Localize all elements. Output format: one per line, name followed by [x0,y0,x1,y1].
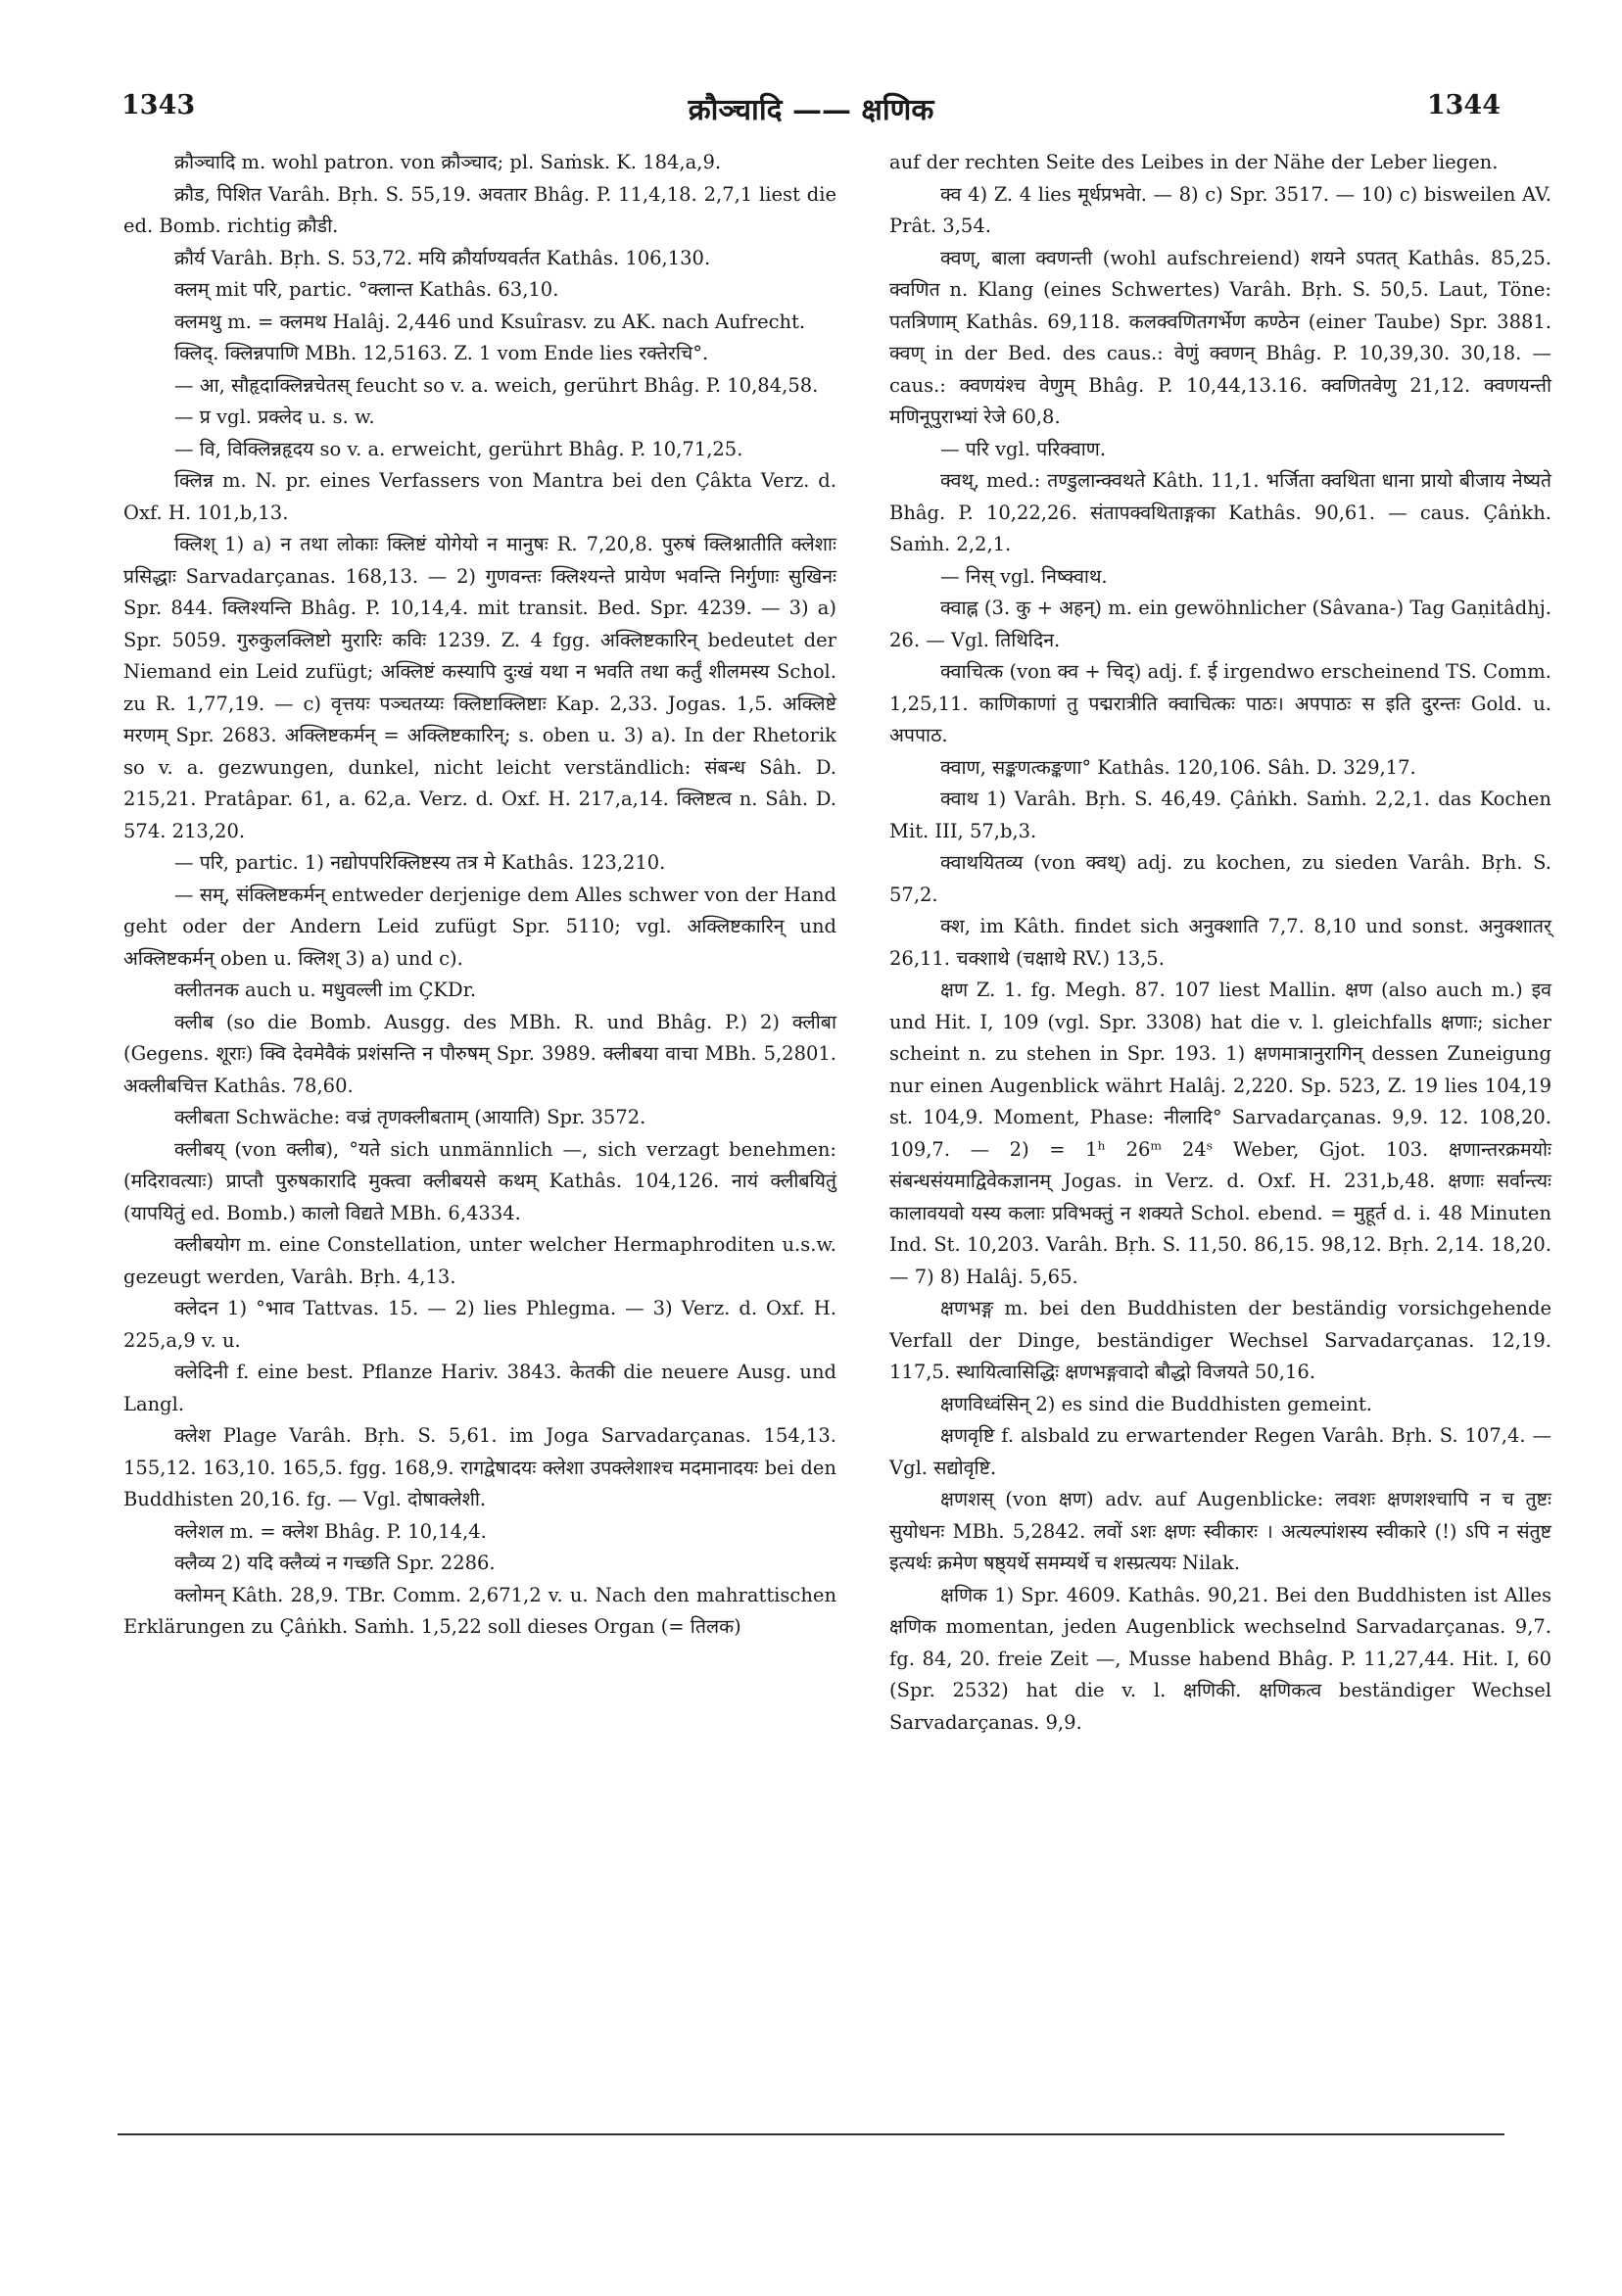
entry: क्लीब (so die Bomb. Ausgg. des MBh. R. und Bhâg. P.) 2) क्लीबा (Gegens. शूराः) क्वि देवमेवैकं प्रशंसन्ति न पौरुषम् Spr. 3989. क्लीबया वाचा MBh. 5,2801. अक्लीबचित्त Kathâs. 78,60. [123,1010,836,1097]
entry: क्श, im Kâth. findet sich अनुक्शाति 7,7. 8,10 und sonst. अनुक्शातर् 26,11. चक्शाथे (चक्षाथे RV.) 13,5. [889,915,1551,970]
running-title: क्रौञ्चादि —— क्षणिक [688,93,934,127]
entry: क्लेदन 1) °भाव Tattvas. 15. — 2) lies Phlegma. — 3) Verz. d. Oxf. H. 225,a,9 v. u. [123,1297,836,1352]
right-column [889,147,1551,1739]
entry: क्लिन्न m. N. pr. eines Verfassers von Mantra bei den Çâkta Verz. d. Oxf. H. 101,b,13. [123,469,836,524]
entry: — वि, विक्लिन्नहृदय so v. a. erweicht, gerührt Bhâg. P. 10,71,25. [174,437,743,460]
entry: क्लमथु m. = क्लमथ Halâj. 2,446 und Ksuîrasv. zu AK. nach Aufrecht. [174,310,806,333]
entry: — निस् vgl. निष्क्वाथ. [940,564,1108,588]
entry: क्षणशस् (von क्षण) adv. auf Augenblicke: लवशः क्षणशश्चापि न च तुष्टः सुयोधनः MBh. 5,2842. लवों ऽशः क्षणः स्वीकारः । अत्यल्पांशस्य स्वीकारे (!) ऽपि न संतुष्ट इत्यर्थः क्रमेण षष्ठ्यर्थे समम्यर्थे च शस्प्रत्ययः Nilak. [889,1488,1551,1574]
entry: क्रौञ्चादि m. wohl patron. von क्रौञ्चाद; pl. Saṁsk. K. 184,a,9. [174,151,722,173]
entry: क्रौड, पिशित Varâh. Bṛh. S. 55,19. अवतार Bhâg. P. 11,4,18. 2,7,1 liest die ed. Bomb. richtig क्रौडी. [123,182,836,237]
entry: क्लोमन् Kâth. 28,9. TBr. Comm. 2,671,2 v. u. Nach den mahrattischen Erklärungen zu Çâṅkh. Saṁh. 1,5,22 soll dieses Organ (= तिलक) [123,1583,836,1638]
entry: क्वाथयितव्य (von क्वथ्) adj. zu kochen, zu sieden Varâh. Bṛh. S. 57,2. [889,851,1551,906]
page-number-right: 1344 [1426,90,1501,120]
entry: क्लम् mit परि, partic. °क्लान्त Kathâs. 63,10. [174,278,559,301]
entry: क्वथ्, med.: तण्डुलान्क्वथते Kâth. 11,1. भर्जिता क्वथिता धाना प्रायो बीजाय नेष्यते Bhâg. P. 10,22,26. संतापक्वथिताङ्गका Kathâs. 90,61. — caus. Çâṅkh. Saṁh. 2,2,1. [889,469,1551,555]
entry: क्षणिक 1) Spr. 4609. Kathâs. 90,21. Bei den Buddhisten ist Alles क्षणिक momentan, jeden Augenblick wechselnd Sarvadarçanas. 9,7. fg. 84, 20. freie Zeit —, Musse habend Bhâg. P. 11,27,44. Hit. I, 60 (Spr. 2532) hat die v. l. क्षणिकी. क्षणिकत्व beständiger Wechsel Sarvadarçanas. 9,9. [889,1583,1551,1734]
entry: क्लीबय् (von क्लीब), °यते sich unmännlich —, sich verzagt benehmen: (मदिरावत्याः) प्राप्तौ पुरुषकारादि मुक्त्वा क्लीबयसे कथम् Kathâs. 104,126. नायं क्लीबयितुं (यापयितुं ed. Bomb.) कालो विद्यते MBh. 6,4334. [123,1137,836,1224]
entry: क्वाह्न (3. कु + अहन्) m. ein gewöhnlicher (Sâvana-) Tag Gaṇitâdhj. 26. — Vgl. तिथिदिन. [889,597,1551,651]
entry: क्लिश् 1) a) न तथा लोकाः क्लिष्टं योगेयो न मानुषः R. 7,20,8. पुरुषं क्लिश्नातीति क्लेशाः प्रसिद्धाः Sarvadarçanas. 168,13. — 2) गुणवन्तः क्लिश्यन्ते प्रायेण भवन्ति निर्गुणाः सुखिनः Spr. 844. क्लिश्यन्ति Bhâg. P. 10,14,4. mit transit. Bed. Spr. 4239. — 3) a) Spr. 5059. गुरुकुलक्लिष्टो मुरारिः कविः 1239. Z. 4 fgg. अक्लिष्टकारिन् bedeutet der Niemand ein Leid zufügt; अक्लिष्टं कस्यापि दुःखं यथा न भवति तथा कर्तुं शीलमस्य Schol. zu R. 1,77,19. — c) वृत्तयः पञ्चतय्यः क्लिष्टाक्लिष्टाः Kap. 2,33. Jogas. 1,5. अक्लिष्टे मरणम् Spr. 2683. अक्लिष्टकर्मन् = अक्लिष्टकारिन्; s. oben u. 3) a). In der Rhetorik so v. a. gezwungen, dunkel, nicht leicht verständlich: संबन्ध Sâh. D. 215,21. Pratâpar. 61, a. 62,a. Verz. d. Oxf. H. 217,a,14. क्लिष्टत्व n. Sâh. D. 574. 213,20. [123,533,836,842]
entry: क्लेशल m. = क्लेश Bhâg. P. 10,14,4. [174,1519,487,1543]
entry: क्वाथ 1) Varâh. Bṛh. S. 46,49. Çâṅkh. Saṁh. 2,2,1. das Kochen Mit. III, 57,b,3. [889,788,1551,842]
entry: क्रौर्य Varâh. Bṛh. S. 53,72. मयि क्रौर्याण्यवर्तत Kathâs. 106,130. [174,246,711,269]
entry: क्षणविध्वंसिन् 2) es sind die Buddhisten gemeint. [940,1392,1372,1415]
entry: क्लेदिनी f. eine best. Pflanze Hariv. 3843. केतकी die neuere Ausg. und Langl. [123,1361,836,1415]
entry: — प्र vgl. प्रक्लेद u. s. w. [174,406,375,428]
entry: — आ, सौहृदाक्लिन्नचेतस् feucht so v. a. weich, gerührt Bhâg. P. 10,84,58. [174,373,819,397]
entry: क्लैव्य 2) यदि क्लैव्यं न गच्छति Spr. 2286. [174,1552,496,1574]
entry: क्व 4) Z. 4 lies मूर्धप्रभवेा. — 8) c) Spr. 3517. — 10) c) bisweilen AV. Prât. 3,54. [889,182,1551,237]
entry: — सम्, संक्लिष्टकर्मन् entweder derjenige dem Alles schwer von der Hand geht oder der Andern Leid zufügt Spr. 5110; vgl. अक्लिष्टकारिन् und अक्लिष्टकर्मन् oben u. क्लिश् 3) a) und c). [123,883,836,970]
entry-continuation: auf der rechten Seite des Leibes in der Nähe der Leber liegen. [889,151,1499,173]
entry: क्षणभङ्ग m. bei den Buddhisten der beständig vorsichgehende Verfall der Dinge, beständiger Wechsel Sarvadarçanas. 12,19. 117,5. स्थायित्वासिद्धिः क्षणभङ्गवादो बौद्धो विजयते 50,16. [889,1297,1551,1383]
page-number-left: 1343 [121,90,196,120]
entry: क्वाचित्क (von क्व + चिद्) adj. f. ई irgendwo erscheinend TS. Comm. 1,25,11. काणिकाणां तु पद्मरात्रीति क्वाचित्कः पाठः। अपपाठः स इति दुरन्तः Gold. u. अपपाठ. [889,660,1551,746]
entry: क्वाण, सङ्कणत्कङ्कणा° Kathâs. 120,106. Sâh. D. 329,17. [940,755,1416,779]
entry: क्षणवृष्टि f. alsbald zu erwartender Regen Varâh. Bṛh. S. 107,4. — Vgl. सद्योवृष्टि. [889,1424,1551,1479]
entry: क्लिद्. क्लिन्नपाणि MBh. 12,5163. Z. 1 vom Ende lies रक्तेरचि°. [174,342,709,364]
entry: क्वण्, बाला क्वणन्ती (wohl aufschreiend) शयने ऽपतत् Kathâs. 85,25. क्वणित n. Klang (eines Schwertes) Varâh. Bṛh. S. 50,5. Laut, Töne: पतत्रिणाम् Kathâs. 69,118. कलक्वणितगर्भेण कण्ठेन (einer Taube) Spr. 3881. क्वण् in der Bed. des caus.: वेणुं क्वणन् Bhâg. P. 10,39,30. 30,18. — caus.: क्वणयंश्च वेणुम् Bhâg. P. 10,44,13.16. क्वणितवेणु 21,12. क्वणयन्ती मणिनूपुराभ्यां रेजे 60,8. [889,246,1551,428]
entry: क्लीबयोग m. eine Constellation, unter welcher Hermaphroditen u.s.w. gezeugt werden, Varâh. Bṛh. 4,13. [123,1233,836,1288]
entry: क्लेश Plage Varâh. Bṛh. S. 5,61. im Joga Sarvadarçanas. 154,13. 155,12. 163,10. 165,5. fgg. 168,9. रागद्वेषादयः क्लेशा उपक्लेशाश्च मदमानादयः bei den Buddhisten 20,16. fg. — Vgl. दोषाक्लेशी. [123,1424,836,1510]
entry: — परि vgl. परिक्वाण. [940,437,1107,460]
entry: क्लीतनक auch u. मधुवल्ली im ÇKDr. [174,979,477,1001]
entry: क्षण Z. 1. fg. Megh. 87. 107 liest Mallin. क्षण (also auch m.) इव und Hit. I, 109 (vgl. Spr. 3308) hat die v. l. gleichfalls क्षणाः; sicher scheint n. zu stehen in Spr. 193. 1) क्षणमात्रानुरागिन् dessen Zuneigung nur einen Augenblick währt Halâj. 2,220. Sp. 523, Z. 19 lies 104,19 st. 104,9. Moment, Phase: नीलादि° Sarvadarçanas. 9,9. 12. 108,20. 109,7. — 2) = 1ʰ 26ᵐ 24ˢ Weber, Gjot. 103. क्षणान्तरक्रमयोः संबन्धसंयमाद्विवेकज्ञानम् Jogas. in Verz. d. Oxf. H. 231,b,48. क्षणाः सर्वान्त्यः कालावयवो यस्य कलाः प्रविभक्तुं न शक्यते Schol. ebend. = मुहूर्त d. i. 48 Minuten Ind. St. 10,203. Varâh. Bṛh. S. 11,50. 86,15. 98,12. Bṛh. 2,14. 18,20. — 7) 8) Halâj. 5,65. [889,979,1551,1288]
entry: क्लीबता Schwäche: वज्रं तृणक्लीबताम् (आयाति) Spr. 3572. [174,1106,646,1128]
left-column [123,147,836,1644]
entry: — परि, partic. 1) नद्योपपरिक्लिष्टस्य तत्र मे Kathâs. 123,210. [174,851,666,874]
bottom-rule [118,2133,1504,2135]
